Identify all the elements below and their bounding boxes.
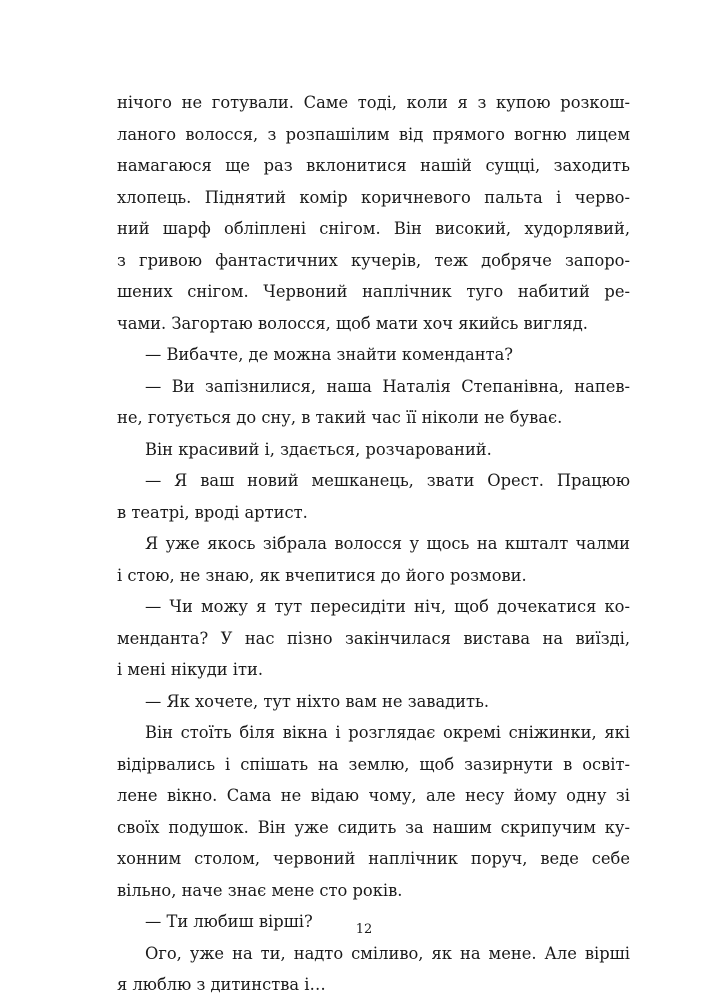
text-line: в театрі, вроді артист. — [117, 502, 308, 522]
text-line: не, готується до сну, в такий час її ніколи не буває. — [117, 408, 563, 427]
text-line: і мені нікуди іти. — [117, 660, 264, 679]
text-line: — Я ваш новий мешканець, звати Орест. Працюю — [145, 471, 630, 490]
text-line: — Ти любиш вірші? — [145, 912, 313, 931]
text-line: відірвались і спішать на землю, щоб зазирнути в освіт- — [117, 754, 630, 774]
text-line: — Ви запізнилися, наша Наталія Степанівна, напев- — [145, 376, 630, 396]
text-line: менданта? У нас пізно закінчилася вистава на виїзді, — [117, 628, 630, 648]
body-text — [117, 87, 630, 1001]
text-line: — Як хочете, тут ніхто вам не завадить. — [145, 691, 490, 711]
text-line: я люблю з дитинства і… — [117, 975, 326, 994]
text-line: намагаюся ще раз вклонитися нашій сущці, заходить — [117, 156, 630, 175]
text-line: ний шарф обліплені снігом. Він високий, худорлявий, — [117, 219, 630, 238]
text-line: Він красивий і, здається, розчарований. — [145, 439, 492, 459]
text-line: — Чи можу я тут пересидіти ніч, щоб дочекатися ко- — [145, 597, 630, 616]
text-line: шених снігом. Червоний наплічник туго набитий ре- — [117, 282, 630, 301]
text-line: своїх подушок. Він уже сидить за нашим скрипучим ку- — [117, 817, 630, 837]
text-line: нічого не готували. Саме тоді, коли я з купою розкош- — [117, 93, 630, 112]
text-line: хлопець. Піднятий комір коричневого пальта і черво- — [117, 187, 630, 207]
text-line: лене вікно. Сама не відаю чому, але несу йому одну зі — [117, 786, 630, 805]
text-line: ланого волосся, з розпашілим від прямого вогню лицем — [117, 124, 630, 144]
text-line: Він стоїть біля вікна і розглядає окремі сніжинки, які — [145, 723, 630, 742]
text-line: Ого, уже на ти, надто сміливо, як на мене. Але вірші — [145, 943, 630, 963]
text-line: з гривою фантастичних кучерів, теж добряче запоро- — [117, 250, 630, 270]
text-line: і стою, не знаю, як вчепитися до його розмови. — [117, 565, 527, 585]
text-line: чами. Загортаю волосся, щоб мати хоч якийсь вигляд. — [117, 313, 588, 333]
text-line: — Вибачте, де можна знайти коменданта? — [145, 345, 514, 364]
page-number: 12 — [355, 922, 373, 937]
text-line: хонним столом, червоний наплічник поруч, веде себе — [117, 849, 630, 868]
text-line: вільно, наче знає мене сто років. — [117, 880, 403, 900]
text-line: Я уже якось зібрала волосся у щось на кшталт чалми — [145, 534, 630, 553]
